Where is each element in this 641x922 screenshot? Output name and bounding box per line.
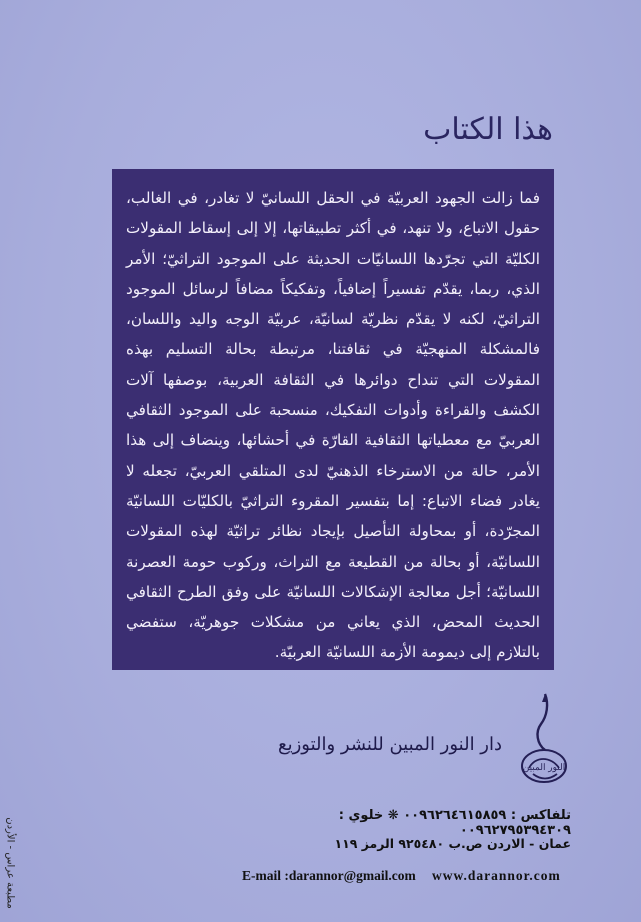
blurb-paragraph: فما زالت الجهود العربيّة في الحقل اللسانيّ لا تغادر، في الغالب، حقول الاتباع، ولا تنهد، في أكثر تطبيقاتها، إلا إلى إسقاط المقولات الكليّة التي تجرّدها اللسانيّات الحديثة على الموجود التراثيّ؛ الأمر الذي، ربما، يقدّم تفسيراً إضافياً، وتفكيكاً مضافاً لرسائل الموجود التراثيّ، لكنه لا يقدّم نظريّة لسانيّة، عربيّة الوجه واليد واللسان، فالمشكلة المنهجيّة في ثقافتنا، مرتبطة بحالة التسليم بهذه المقولات التي تنداح دوائرها في الثقافة العربية، بوصفها آلات الكشف والقراءة وأدوات التفكيك، منسحبة على الموجود الثقافي العربيّ مع معطياتها الثقافية القارّة في أحشائها، وينضاف إلى هذا الأمر، حالة من الاسترخاء الذهنيّ لدى المتلقي العربيّ، تجعله لا يغادر فضاء الاتباع: إما بتفسير المقروء التراثيّ بالكليّات اللسانيّة المجرّدة، أو بمحاولة التأصيل بإيجاد نظائر تراثيّة لهذه المقولات اللسانيّة، أو بحالة من القطيعة مع التراث، وركوب حومة العصرنة اللسانيّة؛ أجل معالجة الإشكالات اللسانيّة على وفق الطرح الثقافي الحديث المحض، الذي يعاني من مشكلات جوهريّة، ستفضي بالتلازم إلى ديمومة الأزمة اللسانيّة العربيّة. [126,189,540,662]
printer-credit-text: مطبعة عراس - الأردن [4,817,16,909]
section-heading: هذا الكتاب [423,112,553,147]
publisher-name: دار النور المبين للنشر والتوزيع [277,734,502,755]
printer-credit [2,808,18,918]
calligraphic-emblem-icon [515,690,573,786]
logo-text: النور المبين [522,763,566,773]
contact-email[interactable]: E-mail :darannor@gmail.com [242,868,416,883]
blurb-text-box [112,169,554,670]
contact-website[interactable]: www.darannor.com [432,868,561,883]
contact-phones: تلفاكس : ٠٠٩٦٢٦٤٦١٥٨٥٩ ❋ خلوي : ٠٠٩٦٢٧٩٥٣٩٤٣٠٩ [338,808,571,838]
contact-address: عمان - الاردن ص.ب ٩٢٥٤٨٠ الرمز ١١٩ [334,836,571,851]
publisher-block [277,690,570,786]
